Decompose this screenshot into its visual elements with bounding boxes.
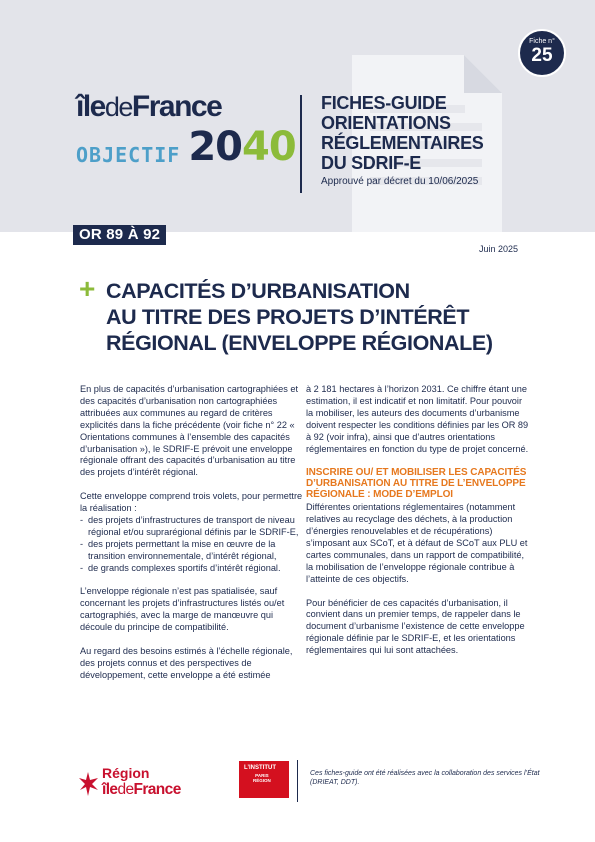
logo-objectif: OBJECTIF <box>76 143 181 167</box>
paragraph: Différentes orientations réglementaires (notamment relatives au recyclage des déchets, à la production d’énergies renouvelables et de récupérations) s’imposant aux SCoT, et à défaut de SCoT aux PLU et cartes communales, dans un rapport de compatibilité, la mobilisation de l’enveloppe régionale contribue à l’atteinte de ces objectifs. <box>306 502 528 584</box>
page-title-line-3: RÉGIONAL (ENVELOPPE RÉGIONALE) <box>106 331 493 355</box>
right-column <box>306 384 530 657</box>
list-item: - de grands complexes sportifs d’intérêt régional. <box>80 562 281 573</box>
page-title-line-1: CAPACITÉS D’URBANISATION <box>106 279 410 303</box>
logo-france: France <box>131 90 222 123</box>
region-idf-logo <box>79 767 199 801</box>
fiche-number: 25 <box>531 45 553 66</box>
plus-icon: + <box>79 273 96 304</box>
paragraph: à 2 181 hectares à l’horizon 2031. Ce chiffre étant une estimation, il est indicatif et non limitatif. Pour pouvoir la mobiliser, les auteurs des documents d’urbanisme doivent respecter les conditions définies par les OR 89 à 92 (voir infra), ainsi que d’autres orientations réglementaires en fonction du type de projet concerné. <box>306 384 529 454</box>
logo-de: de <box>104 92 132 122</box>
header-divider <box>300 95 302 193</box>
logo-ile: île <box>76 90 105 123</box>
collaboration-note: Ces fiches-guide ont été réalisées avec la collaboration des services l’État (DRIEAT, DDT). <box>310 770 540 786</box>
publication-date: Juin 2025 <box>478 244 518 254</box>
paragraph: Pour bénéficier de ces capacités d’urbanisation, il convient dans un premier temps, de rappeler dans le document d’urbanisme l’existence de cette enveloppe régionale définie par le SDRIF-E, et les orientations réglementaires qui lui sont attachées. <box>306 597 525 656</box>
series-title-line-4: DU SDRIF-E <box>321 153 421 173</box>
series-title <box>321 94 571 187</box>
region-star-icon <box>79 772 99 796</box>
paragraph: Au regard des besoins estimés à l’échelle régionale, des projets connus et des perspectives de développement, cette enveloppe a été estimée <box>80 645 293 680</box>
paragraph: Cette enveloppe comprend trois volets, pour permettre la réalisation : <box>80 491 303 514</box>
series-title-line-1: FICHES-GUIDE <box>321 93 447 113</box>
section-heading: INSCRIRE OU/ ET MOBILISER LES CAPACITÉS D’URBANISATION AU TITRE DE L’ENVELOPPE RÉGIONALE : MODE D’EMPLOI <box>306 467 527 501</box>
series-title-line-2: ORIENTATIONS <box>321 113 451 133</box>
footer <box>0 755 595 805</box>
region-word: Région <box>102 765 150 781</box>
paragraph: L’enveloppe régionale n’est pas spatialisée, sauf concernant les projets d’infrastructures listés ou/et cartographiés, avec la marge de manœuvre qui découle du principe de compatibilité. <box>80 586 285 633</box>
region-name: îledeFrance <box>102 781 181 798</box>
approval-note: Approuvé par décret du 10/06/2025 <box>321 176 479 187</box>
page-title-line-2: AU TITRE DES PROJETS D’INTÉRÊT <box>106 305 470 329</box>
fiche-label: Fiche n° <box>529 38 555 45</box>
idf-objectif-2040-logo <box>76 90 296 170</box>
header-banner <box>0 0 595 232</box>
paragraph: En plus de capacités d’urbanisation cartographiées et des capacités d’urbanisation non cartographiées attribuées aux communes au regard de critères explicités dans la fiche précédente (voir fiche n° 22 « Orientations communes à l’ensemble des capacités d’urbanisation »), le SDRIF-E prévoit une enveloppe régionale offrant des capacités d’urbanisation au titre des projets d’intérêt régional. <box>80 384 299 478</box>
or-range-tag: OR 89 À 92 <box>73 225 166 245</box>
fiche-number-badge <box>518 29 566 77</box>
footer-divider <box>297 760 298 802</box>
logo-year: 2040 <box>188 124 296 170</box>
series-title-line-3: RÉGLEMENTAIRES <box>321 133 484 153</box>
institut-paris-region-logo: L’INSTITUT PARIS RÉGION <box>239 761 289 798</box>
list-item: - des projets d’infrastructures de transport de niveau régional et/ou suprarégional définis par le SDRIF-E, <box>80 514 299 537</box>
list-item: - des projets permettant la mise en œuvre de la transition environnementale, d’intérêt régional, <box>80 538 277 561</box>
left-column <box>80 384 304 682</box>
